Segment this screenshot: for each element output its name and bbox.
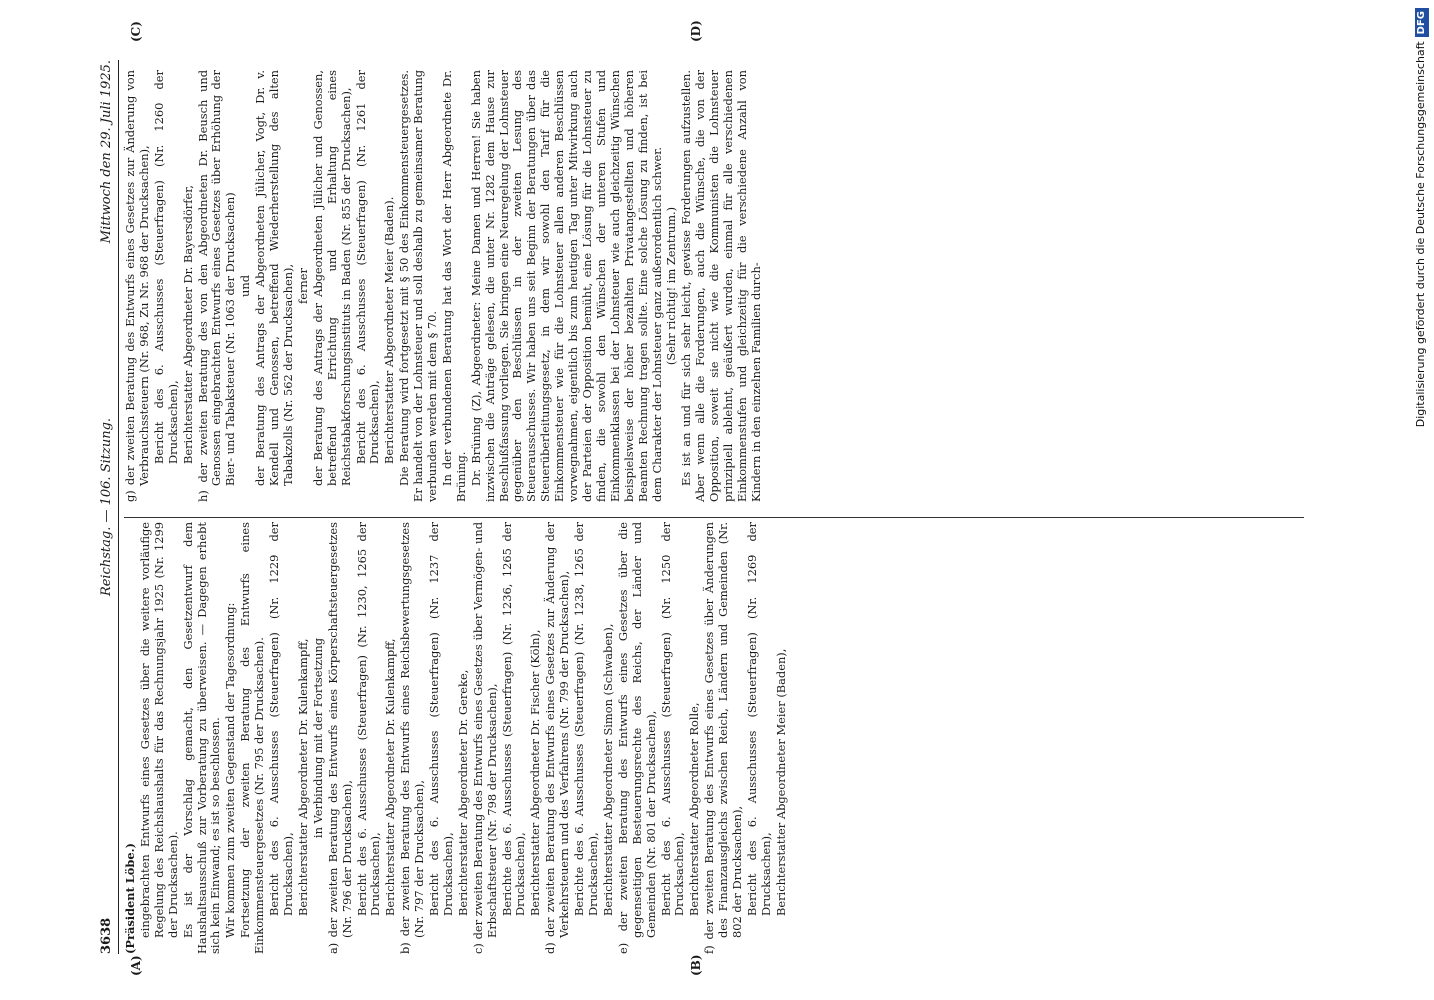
connector-line: in Verbindung mit der Fortsetzung xyxy=(310,637,325,839)
interjection: (Sehr richtig! im Zentrum.) xyxy=(664,206,679,366)
paragraph: der Beratung des Antrags der Abgeordneten Jülicher und Genossen, betreffend Errichtung und Erhaltung eines Reichstabakforschungsinstituts in Baden (Nr. 855 der Drucksachen), xyxy=(310,70,353,486)
report-line: Berichte des 6. Ausschusses (Steuerfragen) (Nr. 1238, 1265 der Drucksachen), xyxy=(572,522,600,916)
report-line: Bericht des 6. Ausschusses (Steuerfragen) (Nr. 1229 der Drucksachen), xyxy=(267,522,295,916)
report-line: Bericht des 6. Ausschusses (Steuerfragen) (Nr. 1237 der Drucksachen), xyxy=(427,522,455,916)
header-date: Mittwoch den 29. Juli 1925. xyxy=(99,60,114,244)
reporter-line: Berichterstatter Abgeordneter Rolle, xyxy=(687,702,702,916)
stamp-text: Digitalisierung gefördert durch die Deutsche Forschungsgemeinschaft xyxy=(1414,41,1427,428)
speech-paragraph: Es ist an und für sich sehr leicht, gewisse Forderungen aufzustellen. Aber wenn alle die Forderungen, auch die Wünsche, die von der Opposition, soweit sie nicht wie die Kommunisten die Lohnsteuer prinzipiell ablehnt, geäußert wurden, einmal für alle verschiedenen Einkommenstufen und gleichzeitig für die verschiedene Anzahl von Kindern in den einzelnen Familien durch- xyxy=(679,70,763,502)
header-session: Reichstag. — 106. Sitzung. xyxy=(99,417,114,597)
paragraph: Die Beratung wird fortgesetzt mit § 50 des Einkommensteuergesetzes. Er handelt von der Lohnsteuer und soll deshalb zu gemeinsamer Beratung verbunden werden mit dem § 70. xyxy=(397,70,440,502)
report-line: Bericht des 6. Ausschusses (Steuerfragen) (Nr. 1250 der Drucksachen), xyxy=(658,522,687,916)
page-header xyxy=(98,60,119,954)
speaker-note: (Präsident Löbe.) xyxy=(123,843,137,954)
paragraph: der Beratung des Antrags der Abgeordneten Jülicher, Vogt, Dr. v. Kendell und Genossen, betreffend Wiederherstellung des alten Tabakzolls (Nr. 562 der Drucksachen), xyxy=(253,70,295,486)
report-line: Bericht des 6. Ausschusses (Steuerfragen) (Nr. 1269 der Drucksachen), xyxy=(744,522,773,916)
margin-marker-c: (C) xyxy=(129,21,143,42)
paragraph: In der verbundenen Beratung hat das Wort der Herr Abgeordnete Dr. Brüning. xyxy=(439,70,468,502)
connector-line: und xyxy=(238,275,253,297)
text-column-left xyxy=(124,522,790,954)
paragraph: Es ist der Vorschlag gemacht, den Gesetzentwurf dem Haushaltsausschuß zur Vorberatung zu überweisen. — Dagegen erhebt sich kein Einwand; es ist so beschlossen. xyxy=(180,522,223,954)
reporter-line: Berichterstatter Abgeordneter Simon (Schwaben), xyxy=(600,623,615,916)
reporter-line: Berichterstatter Abgeordneter Dr. Kulenkampff, xyxy=(383,638,398,916)
agenda-item: e) der zweiten Beratung des Entwurfs eines Gesetzes über die gegenseitigen Besteuerungsrechte des Reichs, der Länder und Gemeinden (Nr. 801 der Drucksachen), xyxy=(615,522,658,954)
reporter-line: Berichterstatter Abgeordneter Dr. Gereke, xyxy=(455,669,470,916)
page-number: 3638 xyxy=(99,917,114,954)
text-column-right xyxy=(124,70,765,502)
agenda-item: g) der zweiten Beratung des Entwurfs eines Gesetzes zur Änderung von Verbrauchssteuern (Nr. 968, Zu Nr. 968 der Drucksachen), xyxy=(123,70,151,502)
rotated-document-page xyxy=(90,20,1330,980)
reporter-line: Berichterstatter Abgeordneter Meier (Baden). xyxy=(382,196,397,464)
reporter-line: Berichterstatter Abgeordneter Dr. Bayersdörfer, xyxy=(180,184,195,464)
margin-marker-a: (A) xyxy=(129,955,143,976)
margin-marker-d: (D) xyxy=(689,20,703,42)
agenda-item: d) der zweiten Beratung des Entwurfs eines Gesetzes zur Änderung der Verkehrsteuern und des Verfahrens (Nr. 799 der Drucksachen), xyxy=(543,522,572,954)
connector-line: ferner xyxy=(295,268,310,304)
agenda-item: f) der zweiten Beratung des Entwurfs eines Gesetzes über Änderungen des Finanzausgleichs zwischen Reich, Ländern und Gemeinden (Nr. 802 der Drucksachen), xyxy=(702,522,745,954)
reporter-line: Berichterstatter Abgeordneter Dr. Kulenkampff, xyxy=(295,638,310,916)
margin-marker-b: (B) xyxy=(689,954,703,976)
agenda-item: b) der zweiten Beratung des Entwurfs eines Reichsbewertungsgesetzes (Nr. 797 der Drucksachen), xyxy=(398,522,427,954)
report-line: Bericht des 6. Ausschusses (Steuerfragen) (Nr. 1230, 1265 der Drucksachen), xyxy=(354,522,383,916)
agenda-item: h) der zweiten Beratung des von den Abgeordneten Dr. Beusch und Genossen eingebrachten Entwurfs eines Gesetzes über Erhöhung der Bier- und Tabaksteuer (Nr. 1063 der Drucksachen) xyxy=(195,70,238,502)
agenda-item: a) der zweiten Beratung des Entwurfs eines Körperschaftsteuergesetzes (Nr. 796 der Drucksachen), xyxy=(325,522,354,954)
agenda-item: c) der zweiten Beratung des Entwurfs eines Gesetzes über Vermögen- und Erbschaftsteuer (Nr. 798 der Drucksachen), xyxy=(470,522,499,954)
reporter-line: Berichterstatter Abgeordneter Meier (Baden), xyxy=(773,648,788,916)
report-line: Bericht des 6. Ausschusses (Steuerfragen) (Nr. 1260 der Drucksachen), xyxy=(151,70,180,464)
digitization-stamp xyxy=(1410,8,1434,992)
paragraph: Fortsetzung der zweiten Beratung des Entwurfs eines Einkommensteuergesetzes (Nr. 795 der Drucksachen). xyxy=(238,522,267,954)
column-divider xyxy=(124,517,1304,518)
report-line: Berichte des 6. Ausschusses (Steuerfragen) (Nr. 1236, 1265 der Drucksachen), xyxy=(499,522,528,916)
reporter-line: Berichterstatter Abgeordneter Dr. Fischer (Köln), xyxy=(528,629,543,916)
report-line: Bericht des 6. Ausschusses (Steuerfragen) (Nr. 1261 der Drucksachen), xyxy=(353,70,382,464)
paragraph: eingebrachten Entwurfs eines Gesetzes über die weitere vorläufige Regelung des Reichshaushalts für das Rechnungsjahr 1925 (Nr. 1299 der Drucksachen). xyxy=(137,522,180,938)
speech-paragraph: Dr. Brüning (Z), Abgeordneter: Meine Damen und Herren! Sie haben inzwischen die Anträge gelesen, die unter Nr. 1282 dem Hause zur Beschlußfassung vorliegen. Sie bringen eine Neuregelung der Lohnsteuer gegenüber den Beschlüssen in der zweiten Lesung des Steuerausschusses. Wir haben uns seit Beginn der Beratungen über das Steuerüberleitungsgesetz, in dem wir sowohl den Tarif für die Einkommensteuer wie für die Lohnsteuer allen anderen Beschlüssen vorwegnahmen, eigentlich bis zum heutigen Tag unter Mitwirkung auch der Parteien der Opposition bemüht, eine Lösung für die Lohnsteuer zu finden, die sowohl den Wünschen der unteren Stufen und Einkommenklassen bei der Lohnsteuer wie auch gleichzeitig Wünschen beispielsweise der höher bezahlten Privatangestellten und höheren Beamten Rechnung tragen sollte. Eine solche Lösung zu finden, ist bei dem Charakter der Lohnsteuer ganz außerordentlich schwer. xyxy=(468,70,664,502)
paragraph: Wir kommen zum zweiten Gegenstand der Tagesordnung: xyxy=(223,602,238,938)
dfg-logo: DFG xyxy=(1415,8,1429,37)
